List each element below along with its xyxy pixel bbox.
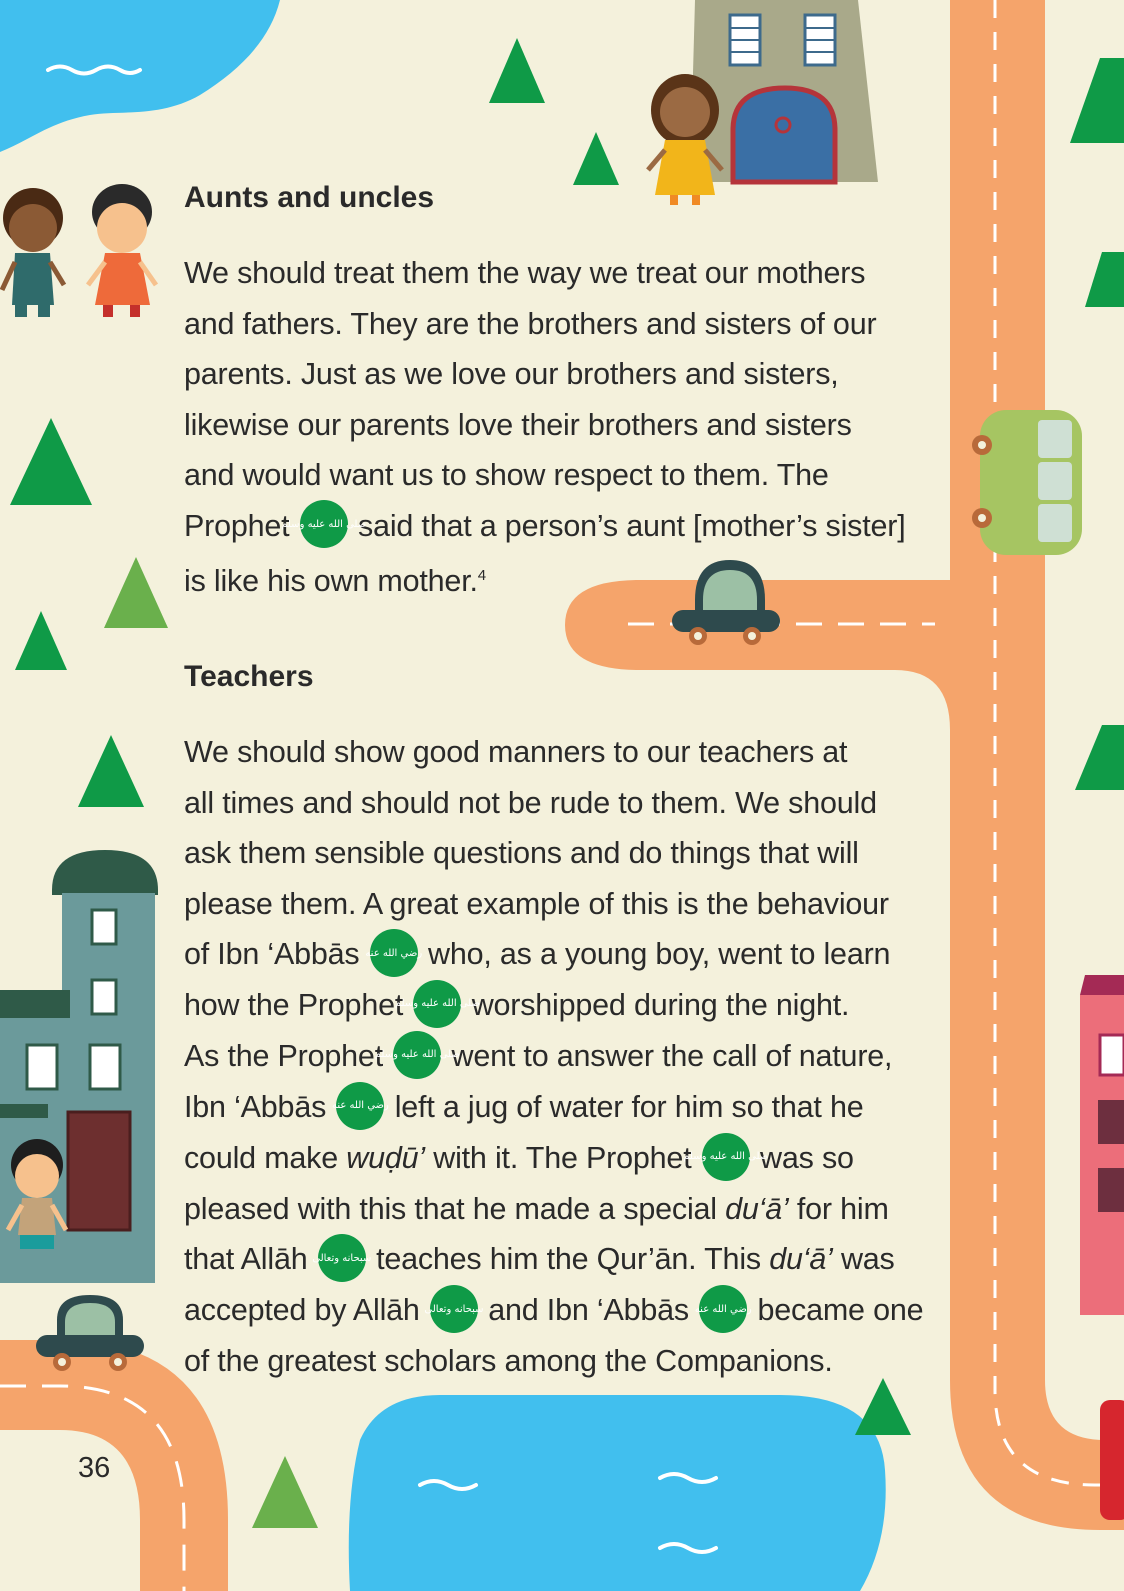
bus-right bbox=[972, 410, 1082, 555]
text-line: and would want us to show respect to them. The bbox=[184, 458, 829, 492]
subhanahu-honorific-icon: سبحانه وتعالى bbox=[430, 1285, 478, 1333]
text-line: and fathers. They are the brothers and sisters of our bbox=[184, 306, 877, 341]
salla-honorific-icon: صلى الله عليه وسلم bbox=[702, 1133, 750, 1181]
lake-top-left bbox=[0, 0, 280, 152]
subhanahu-honorific-icon: سبحانه وتعالى bbox=[318, 1234, 366, 1282]
text-line: all times and should not be rude to them. We should bbox=[184, 785, 877, 820]
salla-honorific-icon: صلى الله عليه وسلم bbox=[300, 500, 348, 548]
text-column bbox=[184, 178, 936, 1387]
text-segment: with it. The Prophet bbox=[433, 1140, 692, 1175]
text-segment: that Allāh bbox=[184, 1242, 308, 1277]
text-segment: said that a person’s aunt [mother’s sister] bbox=[358, 508, 906, 543]
text-segment: was bbox=[840, 1242, 895, 1277]
text-line: ask them sensible questions and do things that will bbox=[184, 836, 859, 871]
lake-bottom bbox=[349, 1395, 886, 1591]
paragraph-aunts-uncles bbox=[184, 248, 936, 607]
salla-honorific-icon: صلى الله عليه وسلم bbox=[413, 980, 461, 1028]
text-line bbox=[184, 1234, 936, 1285]
text-line bbox=[184, 551, 936, 607]
text-segment: teaches him the Qur’ān. This bbox=[376, 1242, 761, 1277]
salla-honorific-icon: صلى الله عليه وسلم bbox=[393, 1031, 441, 1079]
text-segment: who, as a young boy, went to learn bbox=[428, 937, 891, 972]
radi-honorific-icon: رضي الله عنه bbox=[336, 1082, 384, 1130]
italic-term: du‘ā’ bbox=[725, 1191, 789, 1226]
text-line: please them. A great example of this is the behaviour bbox=[184, 886, 889, 921]
text-segment: accepted by Allāh bbox=[184, 1293, 420, 1328]
radi-honorific-icon: رضي الله عنه bbox=[370, 929, 418, 977]
text-line: parents. Just as we love our brothers and sisters, bbox=[184, 357, 839, 391]
text-segment: could make bbox=[184, 1140, 338, 1175]
text-segment: pleased with this that he made a special bbox=[184, 1191, 717, 1226]
text-segment: Ibn ‘Abbās bbox=[184, 1089, 327, 1124]
text-segment: for him bbox=[796, 1191, 889, 1226]
section-heading-aunts-uncles: Aunts and uncles bbox=[184, 181, 435, 214]
italic-term: wuḍū’ bbox=[346, 1140, 425, 1175]
text-line bbox=[184, 1184, 936, 1235]
italic-term: du‘ā’ bbox=[769, 1242, 833, 1277]
building-right bbox=[1080, 975, 1124, 1315]
text-segment: how the Prophet bbox=[184, 988, 404, 1023]
text-line: We should show good manners to our teachers at bbox=[184, 735, 848, 770]
building-top bbox=[690, 0, 878, 182]
red-vehicle bbox=[1100, 1400, 1124, 1520]
paragraph-teachers bbox=[184, 727, 936, 1387]
text-line: of the greatest scholars among the Companions. bbox=[184, 1344, 833, 1379]
footnote-reference: 4 bbox=[477, 567, 486, 585]
text-line bbox=[184, 1031, 936, 1082]
text-line bbox=[184, 1285, 936, 1336]
text-segment: was so bbox=[760, 1140, 854, 1175]
girl-figure-left bbox=[88, 184, 156, 317]
text-line: We should treat them the way we treat our mothers bbox=[184, 256, 866, 290]
text-segment: As the Prophet bbox=[184, 1038, 383, 1073]
text-segment: left a jug of water for him so that he bbox=[394, 1089, 864, 1124]
text-segment: became one bbox=[757, 1293, 924, 1328]
text-segment: worshipped during the night. bbox=[471, 988, 850, 1023]
page-number: 36 bbox=[78, 1452, 111, 1484]
text-segment: of Ibn ‘Abbās bbox=[184, 937, 360, 972]
text-line bbox=[184, 929, 936, 980]
boy-figure bbox=[2, 188, 64, 317]
section-heading-teachers: Teachers bbox=[184, 660, 314, 694]
text-segment: went to answer the call of nature, bbox=[451, 1038, 893, 1073]
text-segment: and Ibn ‘Abbās bbox=[488, 1293, 689, 1328]
text-segment: Prophet bbox=[184, 508, 290, 543]
radi-honorific-icon: رضي الله عنه bbox=[699, 1285, 747, 1333]
text-segment: is like his own mother. bbox=[184, 564, 478, 599]
text-line: likewise our parents love their brothers and sisters bbox=[184, 407, 852, 442]
text-line bbox=[184, 1082, 936, 1133]
text-line bbox=[184, 501, 936, 552]
text-line bbox=[184, 1133, 936, 1184]
text-line bbox=[184, 980, 936, 1031]
